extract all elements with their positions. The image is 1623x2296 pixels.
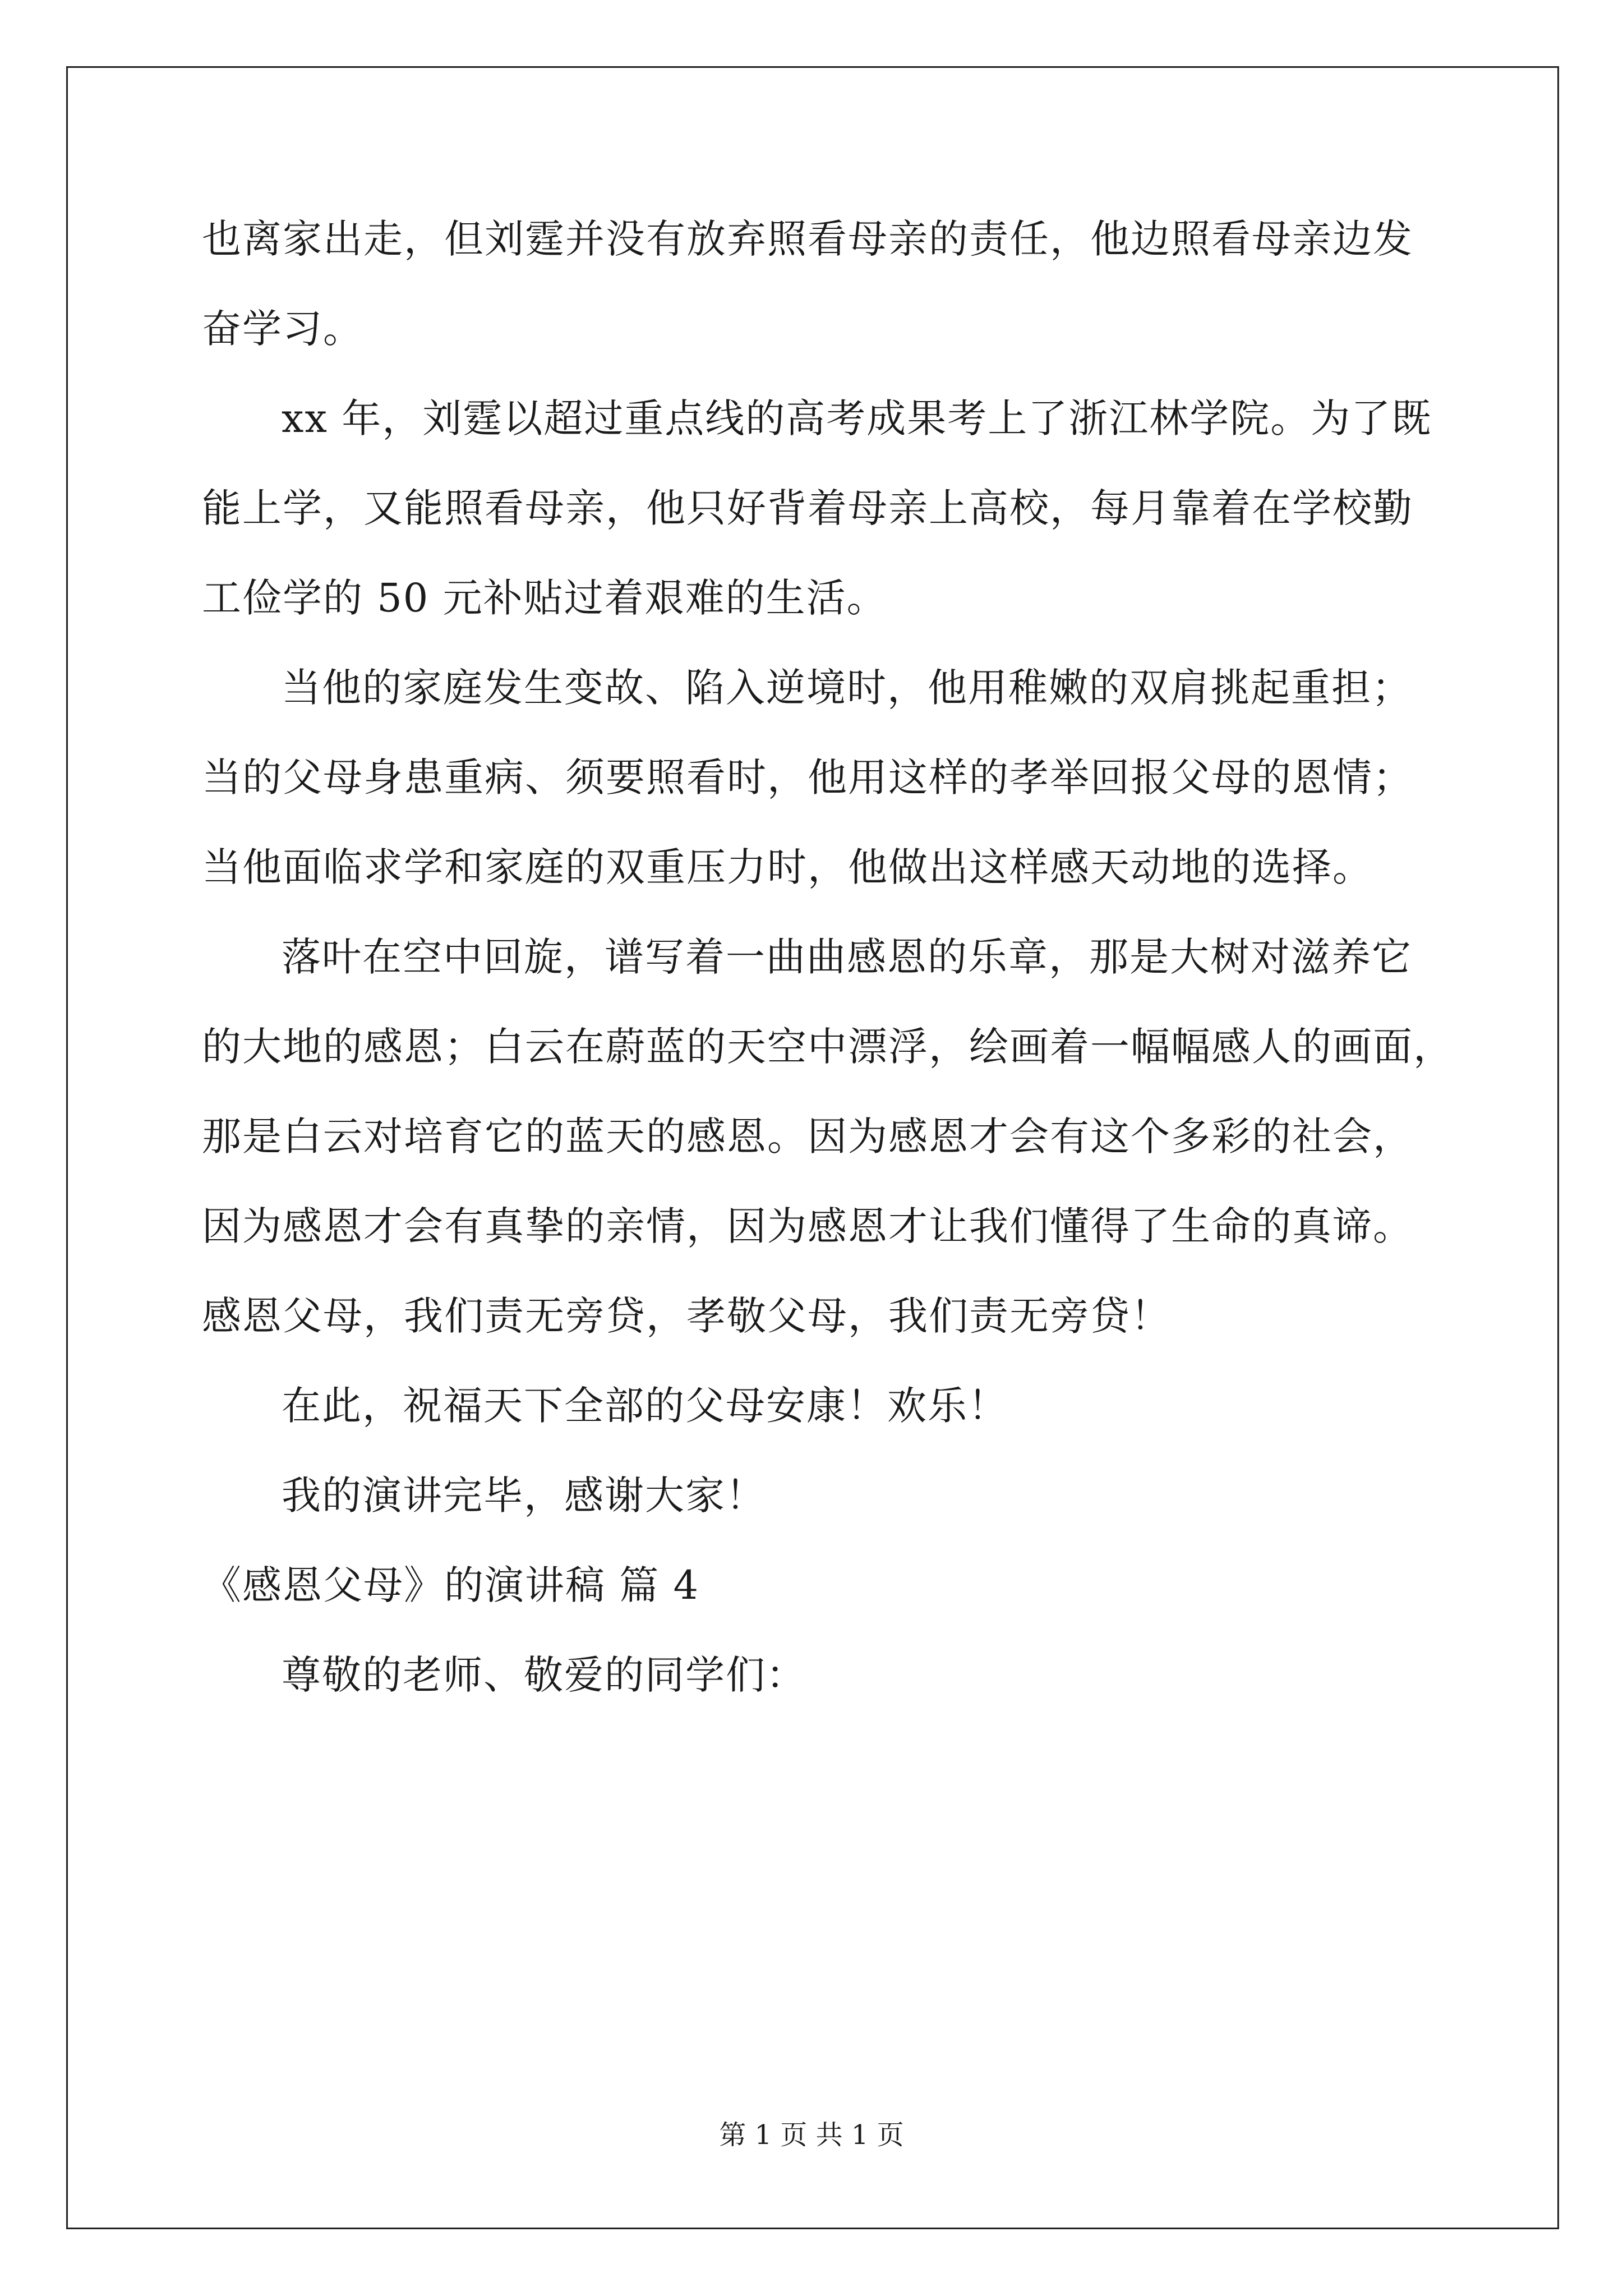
text-line: 工俭学的 50 元补贴过着艰难的生活。	[202, 575, 887, 621]
text-line: 感恩父母，我们责无旁贷，孝敬父母，我们责无旁贷！	[202, 1293, 1171, 1339]
paragraph-start: 当他的家庭发生变故、陷入逆境时，他用稚嫩的双肩挑起重担；	[282, 665, 1412, 711]
paragraph-start: 我的演讲完毕，感谢大家！	[282, 1473, 766, 1519]
section-heading: 《感恩父母》的演讲稿 篇 4	[202, 1562, 700, 1608]
text-line: 因为感恩才会有真挚的亲情，因为感恩才让我们懂得了生命的真谛。	[202, 1203, 1413, 1249]
salutation: 尊敬的老师、敬爱的同学们：	[282, 1652, 806, 1698]
text-line: 当他面临求学和家庭的双重压力时，他做出这样感天动地的选择。	[202, 844, 1373, 890]
paragraph-start: xx 年，刘霆以超过重点线的高考成果考上了浙江林学院。为了既	[282, 395, 1432, 441]
text-line: 的大地的感恩；白云在蔚蓝的天空中漂浮，绘画着一幅幅感人的画面，	[202, 1024, 1454, 1070]
text-line: 当的父母身患重病、须要照看时，他用这样的孝举回报父母的恩情；	[202, 754, 1413, 800]
paragraph-start: 落叶在空中回旋，谱写着一曲曲感恩的乐章，那是大树对滋养它	[282, 934, 1412, 980]
page-number: 第 1 页 共 1 页	[719, 2119, 904, 2151]
text-line: 那是白云对培育它的蓝天的感恩。因为感恩才会有这个多彩的社会，	[202, 1114, 1413, 1159]
paragraph-start: 在此，祝福天下全部的父母安康！欢乐！	[282, 1383, 1008, 1429]
text-line: 能上学，又能照看母亲，他只好背着母亲上高校，每月靠着在学校勤	[202, 485, 1413, 531]
text-line: 也离家出走，但刘霆并没有放弃照看母亲的责任，他边照看母亲边发	[202, 216, 1413, 262]
text-line: 奋学习。	[202, 306, 363, 352]
